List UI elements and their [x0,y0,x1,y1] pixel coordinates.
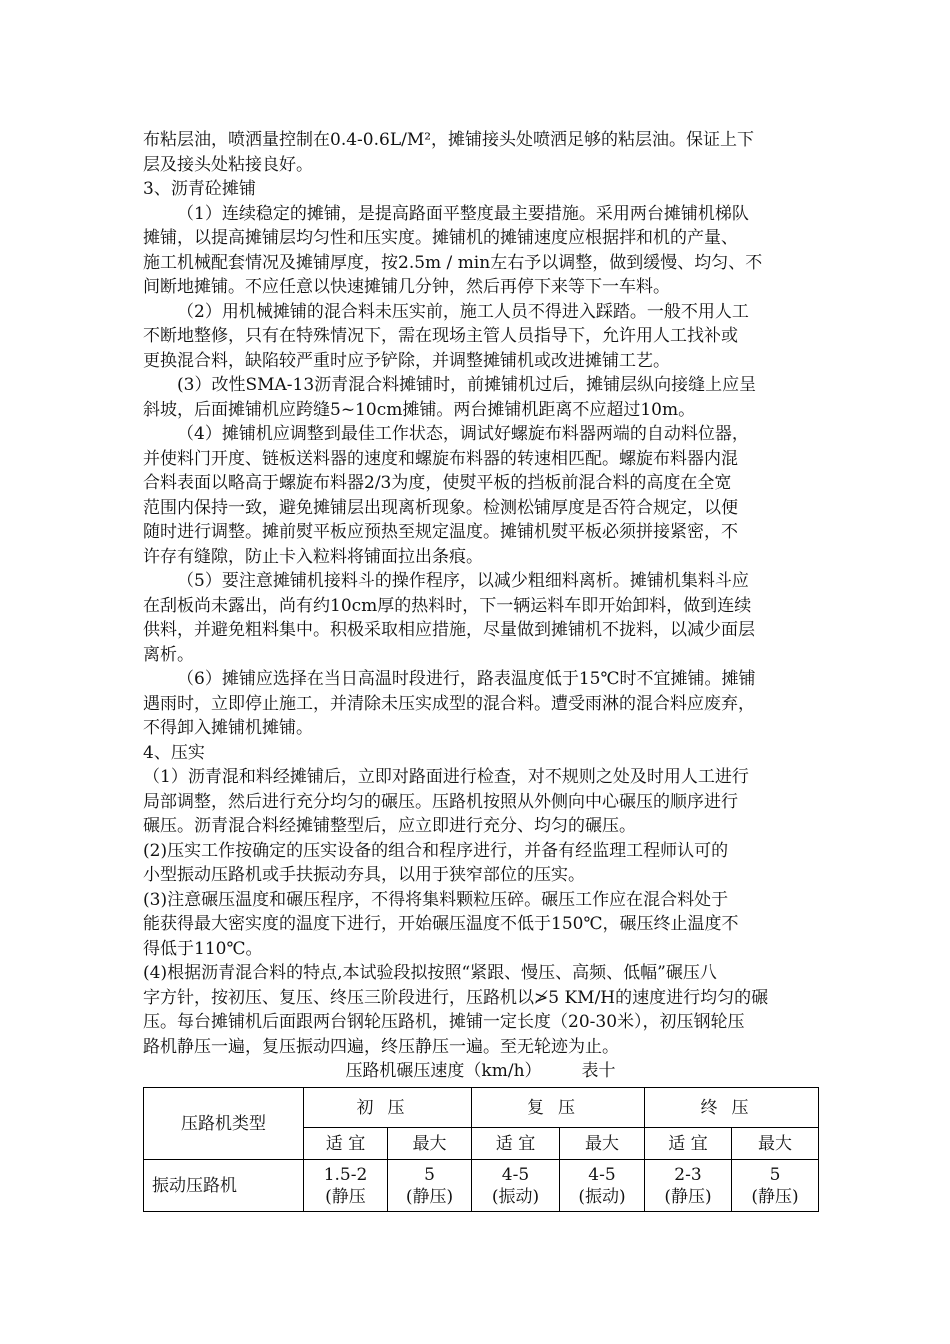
cell-value: 5 [769,1164,781,1185]
cell-note: (静压) [405,1186,454,1207]
text-line: 不得卸入摊铺机摊铺。 [143,718,313,738]
table-header-row [144,1088,819,1128]
text-line: （1）连续稳定的摊铺，是提高路面平整度最主要措施。采用两台摊铺机梯队 [177,203,749,224]
table-cell [304,1160,388,1212]
text-line: （2）用机械摊铺的混合料未压实前，施工人员不得进入踩踏。一般不用人工 [177,301,749,322]
text-line: 并使料门开度、链板送料器的速度和螺旋布料器的转速相匹配。螺旋布料器内混 [143,448,738,469]
cell-value: 1.5-2 [323,1164,368,1185]
text-line: （6）摊铺应选择在当日高温时段进行，路表温度低于15℃时不宜摊铺。摊铺 [177,669,756,689]
text-line: （5）要注意摊铺机接料斗的操作程序，以减少粗细料离析。摊铺机集料斗应 [177,571,749,591]
cell-value: 2-3 [674,1164,702,1185]
text-line: 布粘层油，喷洒量控制在0.4-0.6L/M²，摊铺接头处喷洒足够的粘层油。保证上下 [143,130,755,150]
text-line: 供料，并避免粗料集中。积极采取相应措施，尽量做到摊铺机不拢料，以减少面层 [143,620,755,640]
final-compaction-header: 终压 [645,1088,819,1128]
text-line: 离析。 [143,644,194,665]
cell-value: 4-5 [588,1164,616,1185]
table-caption-title: 压路机碾压速度（km/h） [345,1061,542,1081]
text-line: 4、压实 [143,742,205,763]
table-cell [472,1160,560,1212]
cell-note: (静压 [325,1186,366,1207]
text-line: (3)注意碾压温度和碾压程序，不得将集料颗粒压碎。碾压工作应在混合料处于 [143,889,729,910]
text-line: (3）改性SMA-13沥青混合料摊铺时，前摊铺机过后，摊铺层纵向接缝上应呈 [177,375,757,395]
text-line: 路机静压一遍，复压振动四遍，终压静压一遍。至无轮迹为止。 [143,1036,619,1057]
text-line: 斜坡，后面摊铺机应跨缝5~10cm摊铺。两台摊铺机距离不应超过10m。 [143,399,696,420]
text-line: 压。每台摊铺机后面跟两台钢轮压路机，摊铺一定长度（20-30米），初压钢轮压 [143,1012,745,1032]
text-line: 合料表面以略高于螺旋布料器2/3为度，使熨平板的挡板前混合料的高度在全宽 [143,473,732,493]
text-line: 小型振动压路机或手扶振动夯具，以用于狭窄部位的压实。 [143,865,585,885]
subheader-suitable: 适 宜 [645,1128,732,1160]
text-line: 随时进行调整。摊前熨平板应预热至规定温度。摊铺机熨平板必须拼接紧密，不 [143,522,738,542]
text-line: 字方针，按初压、复压、终压三阶段进行，压路机以≯5 KM/H的速度进行均匀的碾 [143,987,769,1008]
subheader-max: 最大 [732,1128,819,1160]
text-line: 碾压。沥青混合料经摊铺整型后，应立即进行充分、均匀的碾压。 [143,816,636,836]
cell-value: 4-5 [501,1164,530,1185]
compaction-speed-table [143,1087,819,1212]
cell-note: (振动) [578,1186,626,1207]
subheader-max: 最大 [560,1128,645,1160]
text-line: 更换混合料，缺陷较严重时应予铲除，并调整摊铺机或改进摊铺工艺。 [143,350,670,371]
table-cell [732,1160,819,1212]
text-line: （1）沥青混和料经摊铺后，立即对路面进行检查，对不规则之处及时用人工进行 [143,767,749,787]
text-line: 摊铺，以提高摊铺层均匀性和压实度。摊铺机的摊铺速度应根据拌和机的产量、 [143,228,738,248]
text-line: 层及接头处粘接良好。 [143,154,313,175]
table-row [144,1160,819,1212]
roller-type-header: 压路机类型 [144,1088,304,1160]
text-line: 3、沥青砼摊铺 [143,179,256,199]
cell-note: (静压) [664,1186,712,1207]
text-line: 间断地摊铺。不应任意以快速摊铺几分钟，然后再停下来等下一车料。 [143,277,670,297]
text-line: 范围内保持一致，避免摊铺层出现离析现象。检测松铺厚度是否符合规定，以便 [143,497,738,518]
table-caption-number: 表十 [581,1061,616,1081]
cell-note: (静压) [751,1186,799,1207]
text-line: 能获得最大密实度的温度下进行，开始碾压温度不低于150℃，碾压终止温度不 [143,914,739,934]
subheader-suitable: 适 宜 [304,1128,388,1160]
table-cell [560,1160,645,1212]
text-line: 得低于110℃。 [143,938,263,959]
subheader-max: 最大 [388,1128,472,1160]
text-line: 不断地整修，只有在特殊情况下，需在现场主管人员指导下，允许用人工找补或 [143,326,738,346]
text-line: 局部调整，然后进行充分均匀的碾压。压路机按照从外侧向中心碾压的顺序进行 [143,791,738,812]
text-line: (2)压实工作按确定的压实设备的组合和程序进行，并备有经监理工程师认可的 [143,840,729,861]
table-cell [388,1160,472,1212]
table-cell [645,1160,732,1212]
intermediate-compaction-header: 复压 [472,1088,645,1128]
row-label-vibratory-roller: 振动压路机 [144,1160,304,1212]
text-line: （4）摊铺机应调整到最佳工作状态，调试好螺旋布料器两端的自动料位器， [177,424,749,444]
initial-compaction-header: 初压 [304,1088,472,1128]
text-line: 遇雨时，立即停止施工，并清除未压实成型的混合料。遭受雨淋的混合料应废弃， [143,693,755,714]
cell-note: (振动) [491,1186,540,1207]
table-caption [143,1059,818,1083]
text-line: (4)根据沥青混合料的特点,本试验段拟按照“紧跟、慢压、高频、低幅”碾压八 [143,963,717,983]
text-line: 许存有缝隙，防止卡入粒料将铺面拉出条痕。 [143,546,483,567]
document-page [143,128,818,1212]
cell-value: 5 [424,1164,435,1185]
text-line: 在刮板尚未露出，尚有约10cm厚的热料时，下一辆运料车即开始卸料，做到连续 [143,595,752,616]
text-line: 施工机械配套情况及摊铺厚度，按2.5m / min左右予以调整，做到缓慢、均匀、不 [143,252,763,273]
document-body [143,128,818,1059]
subheader-suitable: 适 宜 [472,1128,560,1160]
